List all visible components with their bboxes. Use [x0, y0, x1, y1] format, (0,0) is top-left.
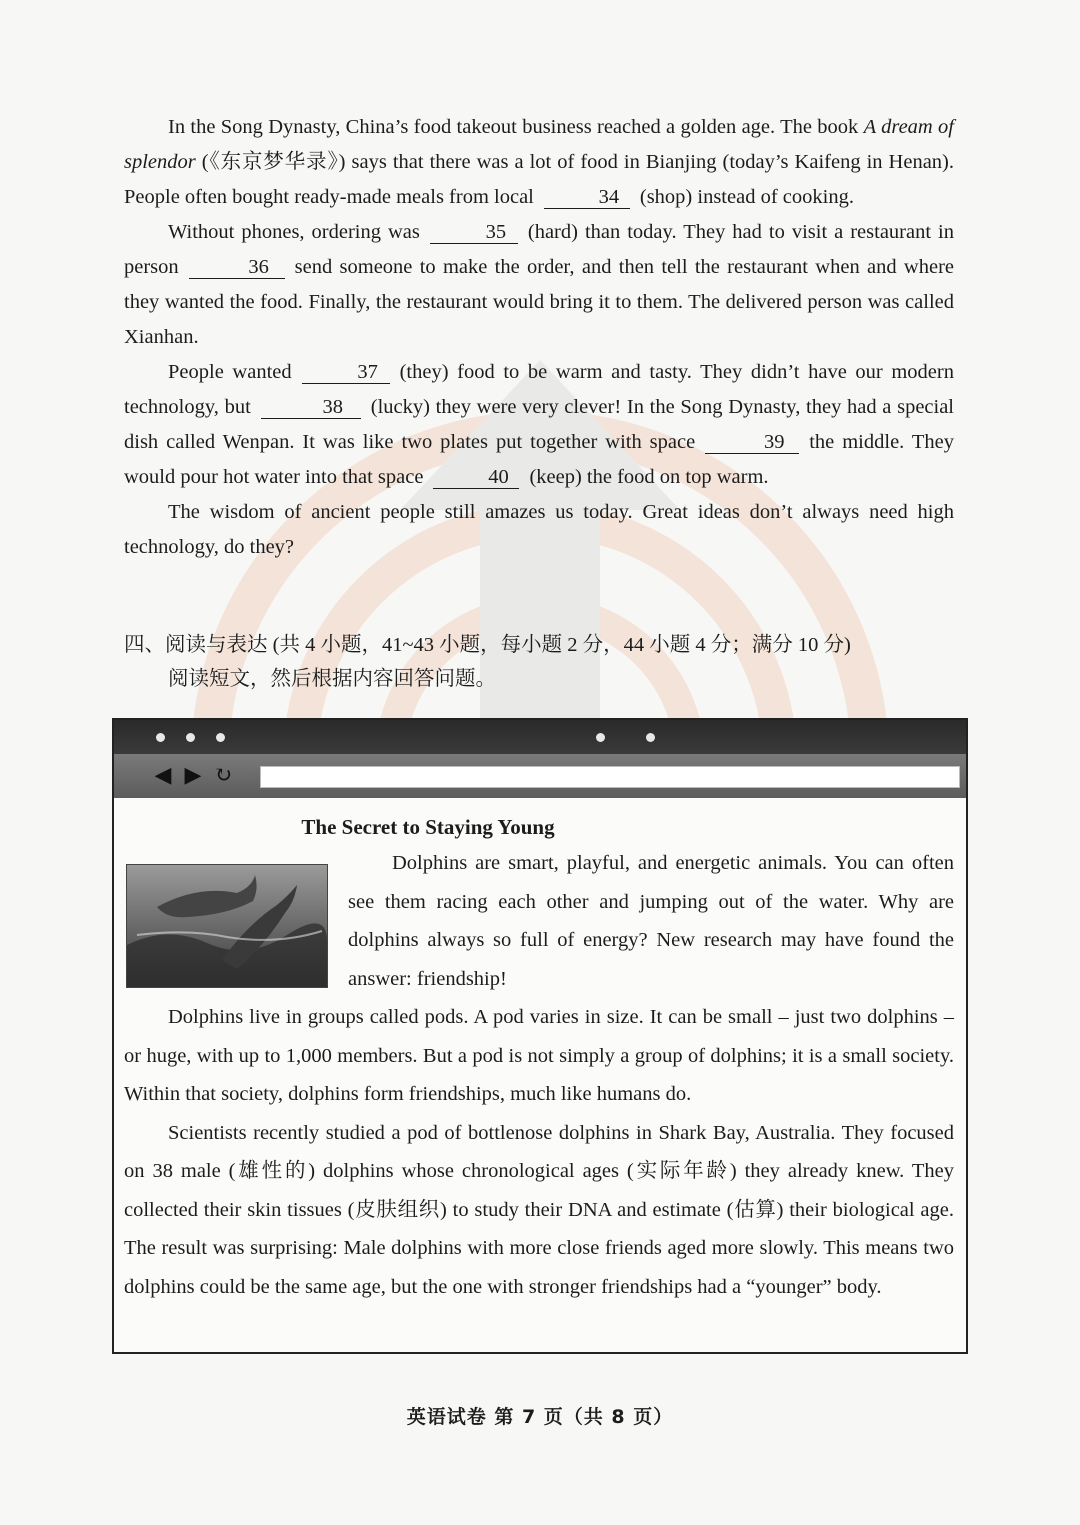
section-heading: 四、阅读与表达 (共 4 小题，41~43 小题，每小题 2 分，44 小题 4 分；满分 10 分)	[124, 634, 851, 656]
forward-arrow-icon[interactable]: ▶	[184, 762, 202, 787]
cloze-paragraph-4: The wisdom of ancient people still amazes us today. Great ideas don’t always need high technology, do they?	[124, 501, 954, 558]
book-title: A dream of splendor	[124, 116, 955, 173]
browser-toolbar	[114, 754, 966, 798]
tab-indicator-icon	[646, 733, 655, 742]
browser-window	[112, 718, 968, 1354]
blank-38[interactable]: 38	[261, 396, 361, 419]
window-maximize-icon[interactable]	[216, 733, 225, 742]
paragraph-text: (lucky) they were very clever! In the Song Dynasty, they had a special dish called Wenpan. It was like two plates put together with space	[124, 396, 955, 453]
back-arrow-icon[interactable]: ◀	[154, 762, 172, 787]
paragraph-text: Without phones, ordering was	[168, 221, 420, 243]
cloze-paragraph-3	[124, 355, 954, 495]
refresh-icon[interactable]: ↻	[213, 762, 233, 787]
tab-indicator-icon	[596, 733, 605, 742]
paragraph-text: the middle. They would pour hot water into that space	[124, 431, 955, 488]
article-title	[114, 812, 966, 842]
paragraph-text: send someone to make the order, and then tell the restaurant when and where they wanted the food. Finally, the restaurant would bring it to them. The delivered person was called Xianhan.	[124, 256, 954, 348]
blank-37[interactable]: 37	[302, 361, 390, 384]
paragraph-text: (they) food to be warm and tasty. They didn’t have our modern technology, but	[124, 361, 954, 418]
article-paragraph-2: Dolphins live in groups called pods. A pod varies in size. It can be small – just two dolphins – or huge, with up to 1,000 members. But a pod is not simply a group of dolphins; it is a small society. Within that society, dolphins form friendships, much like humans do.	[124, 1006, 954, 1105]
browser-titlebar	[114, 720, 966, 754]
paragraph-text: (shop) instead of cooking.	[639, 186, 854, 208]
blank-40[interactable]: 40	[433, 466, 519, 489]
blank-35[interactable]: 35	[430, 221, 518, 244]
blank-34[interactable]: 34	[544, 186, 630, 209]
paragraph-text: In the Song Dynasty, China’s food takeout business reached a golden age. The book	[168, 116, 864, 138]
paragraph-text: (《东京梦华录》) says that there was a lot of food in Bianjing (today’s Kaifeng in Henan). People often bought ready-made meals from local	[124, 151, 954, 208]
address-bar[interactable]	[260, 766, 960, 788]
blank-36[interactable]: 36	[189, 256, 285, 279]
window-close-icon[interactable]	[156, 733, 165, 742]
window-minimize-icon[interactable]	[186, 733, 195, 742]
page-footer: 英语试卷 第 7 页（共 8 页）	[406, 1406, 674, 1428]
cloze-passage	[124, 110, 954, 565]
article-paragraph-1: Dolphins are smart, playful, and energetic animals. You can often see them racing each other and jumping out of the water. Why are dolphins always so full of energy? New research may have found the answer: friendship!	[348, 852, 954, 990]
section-instruction: 阅读短文，然后根据内容回答问题。	[168, 668, 496, 690]
cloze-paragraph-2	[124, 215, 954, 355]
cloze-paragraph-1	[124, 110, 954, 215]
article-body	[124, 844, 954, 1306]
article-paragraph-3: Scientists recently studied a pod of bottlenose dolphins in Shark Bay, Australia. They focused on 38 male (雄性的) dolphins whose chronological ages (实际年龄) they already knew. They collected their skin tissues (皮肤组织) to study their DNA and estimate (估算) their biological age. The result was surprising: Male dolphins with more close friends aged more slowly. This means two dolphins could be the same age, but the one with stronger friendships had a “younger” body.	[124, 1121, 954, 1298]
blank-39[interactable]: 39	[705, 431, 799, 454]
paragraph-text: (keep) the food on top warm.	[529, 466, 769, 488]
section-header	[124, 628, 984, 696]
paragraph-text: (hard) than today. They had to visit a restaurant in person	[124, 221, 954, 278]
paragraph-text: People wanted	[168, 361, 292, 383]
article-title-text: The Secret to Staying Young	[301, 815, 555, 839]
